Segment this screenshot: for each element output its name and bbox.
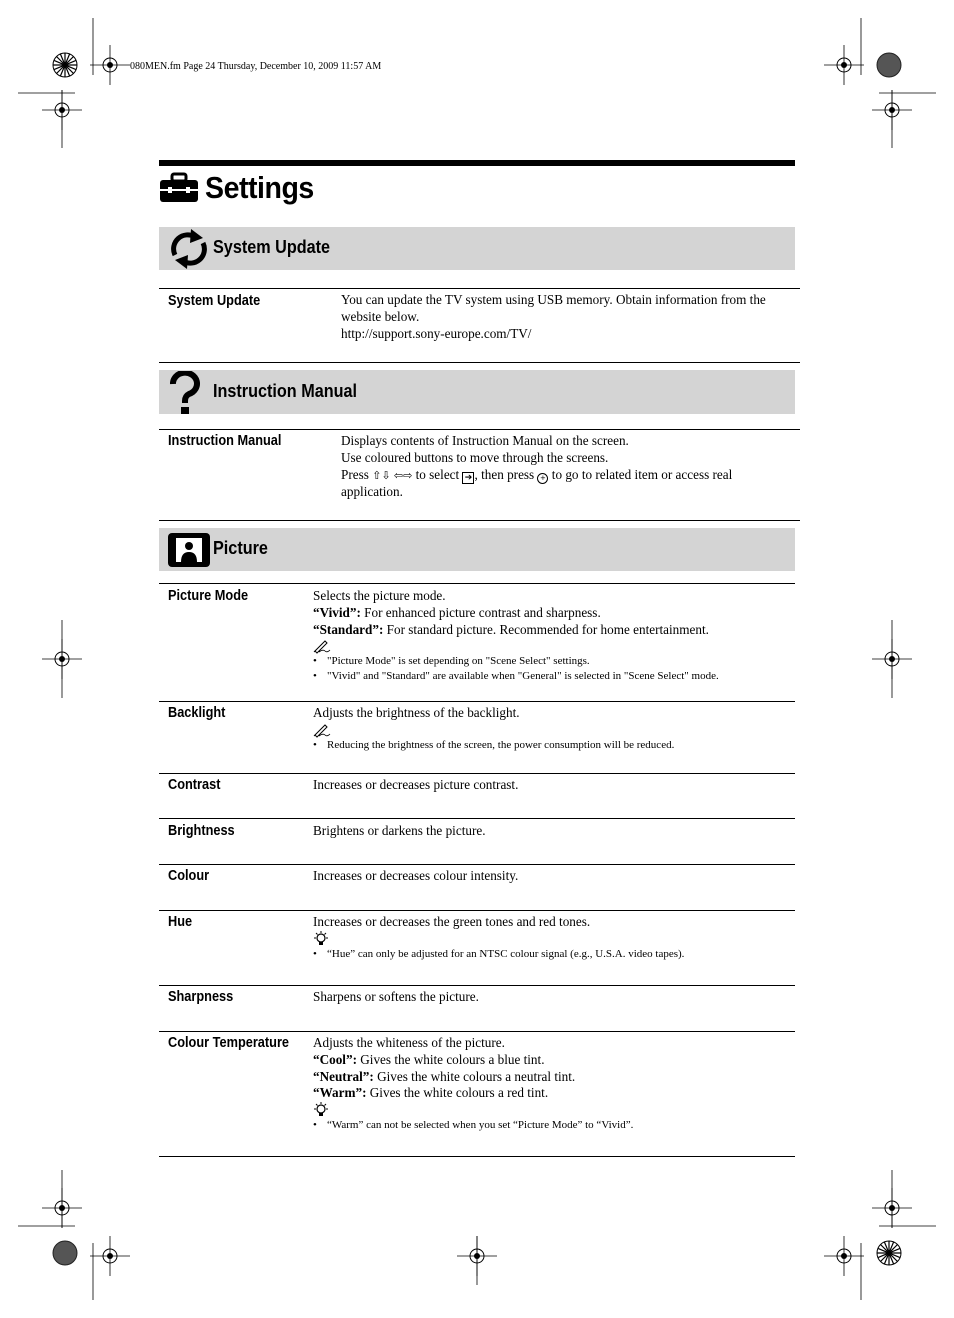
left-arrow-icon: ⇦ bbox=[393, 468, 404, 482]
desc-colour-temperature: Adjusts the whiteness of the picture. “Cool”: Gives the white colours a blue tint. “Neutral”: Gives the white colours a neutral tint. “Warm”: Gives the white colours a red tint. • “Warm” can not be selected when you set “Picture Mode” to “Vivid”. bbox=[313, 1035, 633, 1133]
desc-backlight: Adjusts the brightness of the backlight. • Reducing the brightness of the screen, the power consumption will be reduced. bbox=[313, 705, 674, 753]
down-arrow-icon: ⇩ bbox=[381, 468, 391, 482]
section-title: Picture bbox=[213, 538, 268, 558]
title-rule bbox=[159, 160, 795, 166]
term-colour-temperature: Colour Temperature bbox=[168, 1035, 290, 1051]
desc-system-update: You can update the TV system using USB memory. Obtain information from the website below. http://support.sony-europe.com/TV/ bbox=[341, 292, 766, 341]
section-title: System Update bbox=[213, 237, 331, 257]
divider bbox=[159, 362, 800, 363]
desc-colour: Increases or decreases colour intensity. bbox=[313, 868, 519, 883]
support-url: http://support.sony-europe.com/TV/ bbox=[341, 325, 532, 341]
note-pencil-icon bbox=[313, 722, 331, 738]
section-header-picture bbox=[159, 528, 795, 571]
enter-button-icon: + bbox=[537, 473, 548, 484]
divider bbox=[159, 1031, 795, 1032]
right-arrow-icon: ⇨ bbox=[403, 468, 413, 482]
term-system-update: System Update bbox=[168, 293, 261, 309]
picture-person-icon bbox=[168, 533, 210, 567]
divider bbox=[159, 985, 795, 986]
desc-contrast: Increases or decreases picture contrast. bbox=[313, 777, 519, 792]
desc-picture-mode: Selects the picture mode. “Vivid”: For enhanced picture contrast and sharpness. “Standard”: For standard picture. Recommended for home entertainment. • "Picture Mode" is set depending on "Scene Select" settings. • "Vivid" and "Standard" are available when "General" is selected in "Scene Select" mode. bbox=[313, 588, 719, 684]
term-backlight: Backlight bbox=[168, 705, 226, 721]
refresh-arrows-icon bbox=[167, 229, 211, 269]
section-header-instruction-manual bbox=[159, 370, 795, 414]
note-pencil-icon bbox=[313, 638, 331, 654]
lightbulb-tip-icon bbox=[313, 1102, 329, 1118]
section-header-system-update bbox=[159, 227, 795, 270]
desc-instruction-manual: Displays contents of Instruction Manual on the screen. Use coloured buttons to move through the screens. Press ⇧⇩ ⇦⇨ to select ➔ , then press + to go to related item or access real application. bbox=[341, 433, 733, 500]
divider bbox=[159, 864, 795, 865]
desc-brightness: Brightens or darkens the picture. bbox=[313, 823, 486, 838]
desc-hue: Increases or decreases the green tones and red tones. • “Hue” can only be adjusted for an NTSC colour signal (e.g., U.S.A. video tapes). bbox=[313, 914, 684, 962]
jump-arrow-icon: ➔ bbox=[462, 472, 474, 484]
divider bbox=[159, 818, 795, 819]
desc-sharpness: Sharpens or softens the picture. bbox=[313, 989, 479, 1004]
divider bbox=[159, 910, 795, 911]
up-arrow-icon: ⇧ bbox=[372, 468, 382, 482]
divider bbox=[159, 773, 795, 774]
lightbulb-tip-icon bbox=[313, 931, 329, 947]
section-title: Instruction Manual bbox=[213, 381, 358, 401]
divider bbox=[159, 701, 795, 702]
divider bbox=[159, 520, 800, 521]
term-brightness: Brightness bbox=[168, 823, 235, 839]
term-instruction-manual: Instruction Manual bbox=[168, 433, 282, 449]
term-contrast: Contrast bbox=[168, 777, 221, 793]
term-sharpness: Sharpness bbox=[168, 989, 234, 1005]
page-title-row bbox=[159, 170, 323, 206]
term-colour: Colour bbox=[168, 868, 210, 884]
divider bbox=[159, 288, 800, 289]
divider bbox=[159, 429, 800, 430]
term-picture-mode: Picture Mode bbox=[168, 588, 249, 604]
term-hue: Hue bbox=[168, 914, 193, 930]
page-title: Settings bbox=[205, 170, 314, 205]
divider bbox=[159, 1156, 795, 1157]
question-mark-icon bbox=[167, 371, 203, 415]
divider bbox=[159, 583, 795, 584]
toolbox-icon bbox=[159, 172, 199, 204]
file-header: 080MEN.fm Page 24 Thursday, December 10, 2009 11:57 AM bbox=[130, 61, 382, 72]
